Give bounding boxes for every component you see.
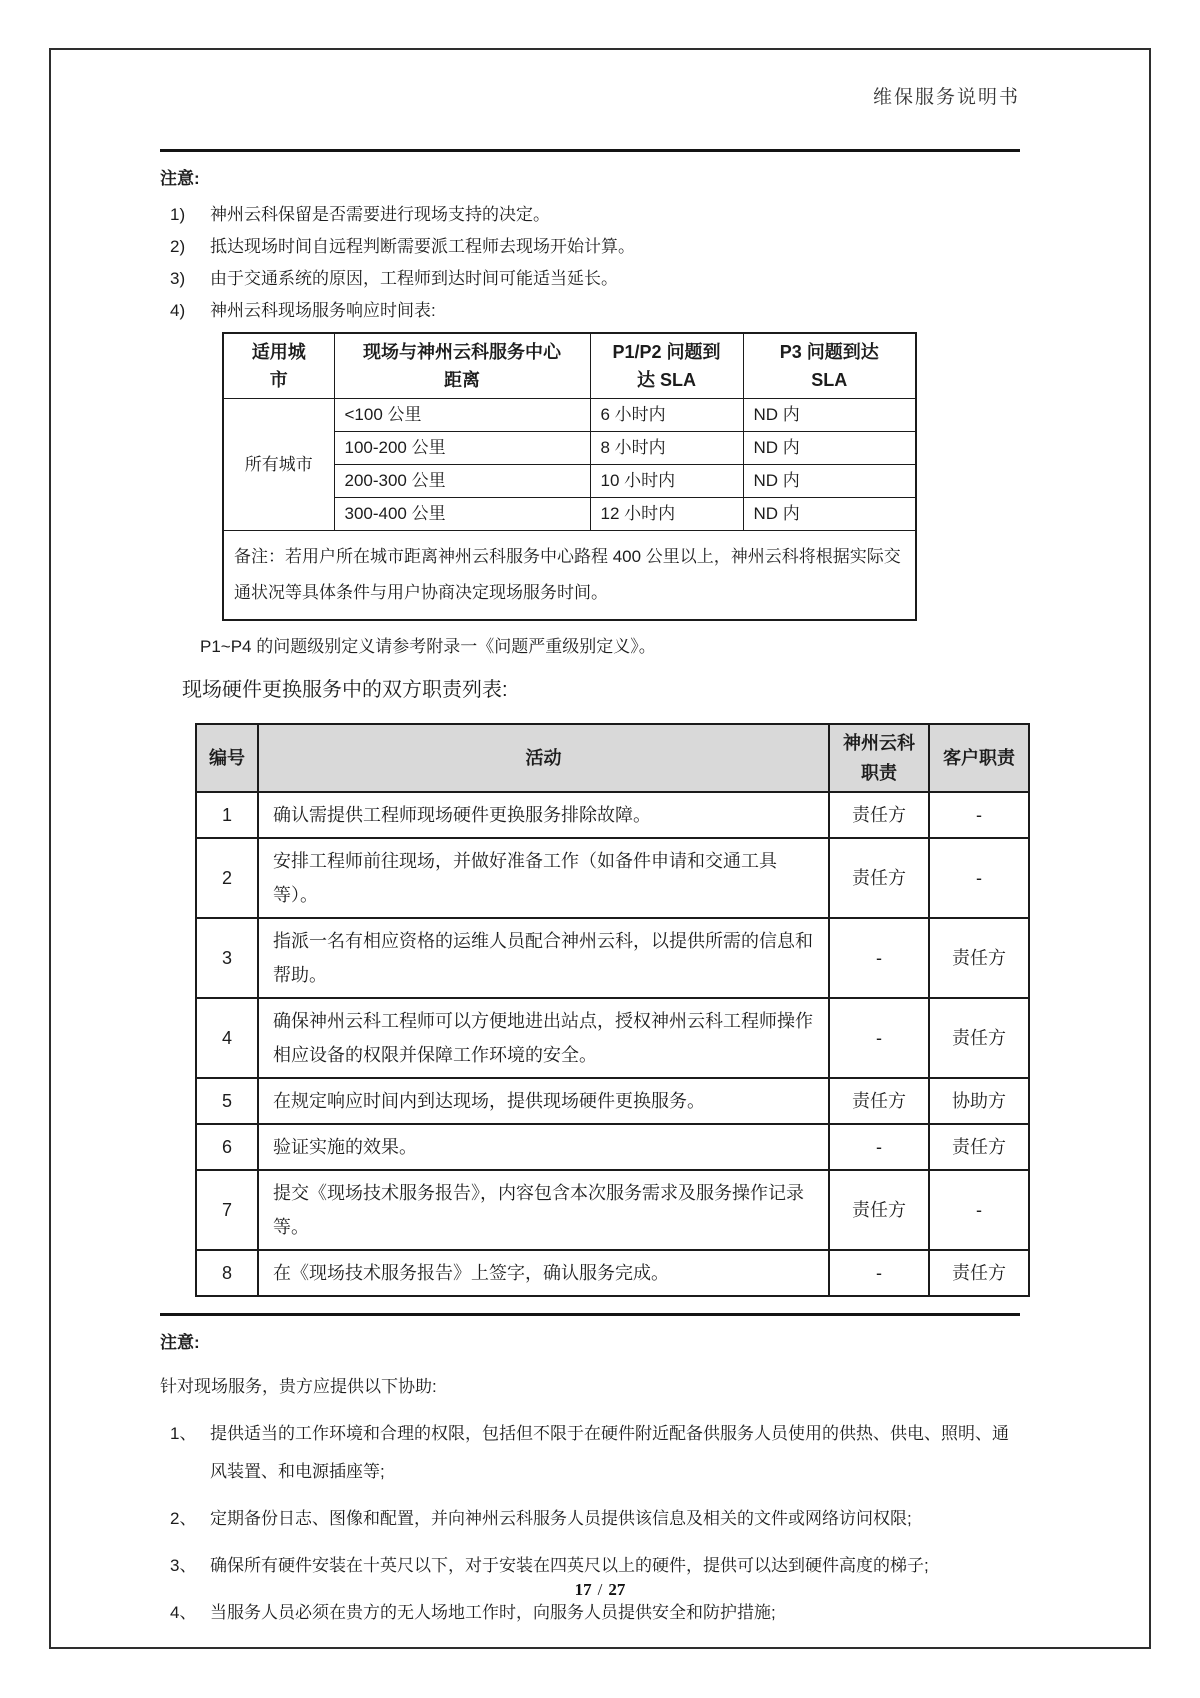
list-item-text: 当服务人员必须在贵方的无人场地工作时，向服务人员提供安全和防护措施; [210, 1603, 776, 1622]
list-item-number: 4、 [170, 1603, 197, 1622]
table-header-row [196, 724, 1029, 792]
header-rule [160, 149, 1020, 152]
list-item-number: 4) [170, 301, 186, 320]
customer-duty-cell: 协助方 [929, 1078, 1029, 1124]
notice-top-list [160, 199, 1020, 327]
table-row [196, 918, 1029, 998]
list-item [170, 263, 1020, 295]
section-divider-rule [160, 1313, 1020, 1316]
vendor-duty-cell: - [829, 998, 929, 1078]
customer-duty-cell: 责任方 [929, 998, 1029, 1078]
table-row [196, 998, 1029, 1078]
vendor-duty-cell: 责任方 [829, 1078, 929, 1124]
customer-duty-cell: - [929, 792, 1029, 838]
distance-cell: <100 公里 [334, 399, 590, 432]
list-item [170, 1415, 1020, 1491]
table-row [196, 1170, 1029, 1250]
duty-section-title: 现场硬件更换服务中的双方职责列表: [182, 679, 508, 701]
table-row [196, 792, 1029, 838]
list-item-number: 1、 [170, 1424, 197, 1443]
city-group-cell: 所有城市 [223, 399, 334, 531]
distance-cell: 100-200 公里 [334, 432, 590, 465]
customer-duty-cell: - [929, 838, 1029, 918]
vendor-duty-cell: 责任方 [829, 838, 929, 918]
distance-cell: 300-400 公里 [334, 498, 590, 531]
table-row [196, 838, 1029, 918]
column-header: 客户职责 [929, 724, 1029, 792]
p3-sla-cell: ND 内 [743, 399, 916, 432]
p3-sla-cell: ND 内 [743, 498, 916, 531]
vendor-duty-cell: - [829, 918, 929, 998]
list-item-text: 抵达现场时间自远程判断需要派工程师去现场开始计算。 [210, 237, 635, 256]
duty-table [195, 723, 1030, 1297]
activity-cell: 指派一名有相应资格的运维人员配合神州云科，以提供所需的信息和帮助。 [258, 918, 829, 998]
vendor-duty-cell: - [829, 1250, 929, 1296]
column-header: 编号 [196, 724, 258, 792]
activity-cell: 确认需提供工程师现场硬件更换服务排除故障。 [258, 792, 829, 838]
list-item-number: 2) [170, 237, 186, 256]
list-item-number: 3) [170, 269, 186, 288]
row-number-cell: 4 [196, 998, 258, 1078]
column-header: P3 问题到达 SLA [743, 333, 916, 399]
p1p2-sla-cell: 8 小时内 [590, 432, 743, 465]
table-row [196, 1124, 1029, 1170]
activity-cell: 提交《现场技术服务报告》，内容包含本次服务需求及服务操作记录等。 [258, 1170, 829, 1250]
table-row [223, 399, 916, 432]
customer-duty-cell: 责任方 [929, 918, 1029, 998]
total-page-number: 27 [608, 1580, 626, 1599]
table-remark-row [223, 531, 916, 621]
row-number-cell: 5 [196, 1078, 258, 1124]
customer-duty-cell: - [929, 1170, 1029, 1250]
current-page-number: 17 [574, 1580, 592, 1599]
page-content [160, 70, 1020, 1641]
vendor-duty-cell: - [829, 1124, 929, 1170]
customer-duty-cell: 责任方 [929, 1124, 1029, 1170]
row-number-cell: 1 [196, 792, 258, 838]
list-item [170, 199, 1020, 231]
table-row [196, 1250, 1029, 1296]
table-row [196, 1078, 1029, 1124]
column-header: 神州云科职责 [829, 724, 929, 792]
p1p4-definition-note: P1~P4 的问题级别定义请参考附录一《问题严重级别定义》。 [200, 637, 656, 656]
activity-cell: 确保神州云科工程师可以方便地进出站点，授权神州云科工程师操作相应设备的权限并保障工作环境的安全。 [258, 998, 829, 1078]
list-item-text: 神州云科现场服务响应时间表: [210, 301, 436, 320]
activity-cell: 验证实施的效果。 [258, 1124, 829, 1170]
row-number-cell: 6 [196, 1124, 258, 1170]
column-header: 活动 [258, 724, 829, 792]
row-number-cell: 7 [196, 1170, 258, 1250]
list-item-text: 定期备份日志、图像和配置，并向神州云科服务人员提供该信息及相关的文件或网络访问权限; [210, 1509, 912, 1528]
vendor-duty-cell: 责任方 [829, 1170, 929, 1250]
activity-cell: 在规定响应时间内到达现场，提供现场硬件更换服务。 [258, 1078, 829, 1124]
distance-cell: 200-300 公里 [334, 465, 590, 498]
remark-cell: 备注：若用户所在城市距离神州云科服务中心路程 400 公里以上，神州云科将根据实际交通状况等具体条件与用户协商决定现场服务时间。 [223, 531, 916, 621]
list-item-number: 1) [170, 205, 186, 224]
table-header-row [223, 333, 916, 399]
p3-sla-cell: ND 内 [743, 432, 916, 465]
row-number-cell: 3 [196, 918, 258, 998]
notice-top-label: 注意: [160, 169, 200, 188]
document-title: 维保服务说明书 [872, 87, 1020, 108]
list-item-number: 2、 [170, 1509, 197, 1528]
column-header: 适用城市 [223, 333, 334, 399]
list-item-text: 由于交通系统的原因，工程师到达时间可能适当延长。 [210, 269, 618, 288]
page-footer [0, 1580, 1200, 1600]
customer-duty-cell: 责任方 [929, 1250, 1029, 1296]
activity-cell: 在《现场技术服务报告》上签字，确认服务完成。 [258, 1250, 829, 1296]
p1p2-sla-cell: 6 小时内 [590, 399, 743, 432]
vendor-duty-cell: 责任方 [829, 792, 929, 838]
notice-bottom-label: 注意: [160, 1333, 200, 1352]
p3-sla-cell: ND 内 [743, 465, 916, 498]
sla-response-table [222, 332, 917, 621]
row-number-cell: 8 [196, 1250, 258, 1296]
activity-cell: 安排工程师前往现场，并做好准备工作（如备件申请和交通工具等）。 [258, 838, 829, 918]
list-item [170, 295, 1020, 327]
list-item-text: 神州云科保留是否需要进行现场支持的决定。 [210, 205, 550, 224]
notice-bottom-intro: 针对现场服务，贵方应提供以下协助: [160, 1377, 437, 1396]
row-number-cell: 2 [196, 838, 258, 918]
list-item [170, 1500, 1020, 1538]
p1p2-sla-cell: 10 小时内 [590, 465, 743, 498]
list-item-text: 确保所有硬件安装在十英尺以下，对于安装在四英尺以上的硬件，提供可以达到硬件高度的梯子; [210, 1556, 929, 1575]
column-header: 现场与神州云科服务中心距离 [334, 333, 590, 399]
page-number-separator: / [597, 1580, 603, 1599]
list-item-number: 3、 [170, 1556, 197, 1575]
column-header: P1/P2 问题到达 SLA [590, 333, 743, 399]
list-item-text: 提供适当的工作环境和合理的权限，包括但不限于在硬件附近配备供服务人员使用的供热、供电、照明、通风装置、和电源插座等; [210, 1424, 1009, 1481]
p1p2-sla-cell: 12 小时内 [590, 498, 743, 531]
list-item [170, 231, 1020, 263]
